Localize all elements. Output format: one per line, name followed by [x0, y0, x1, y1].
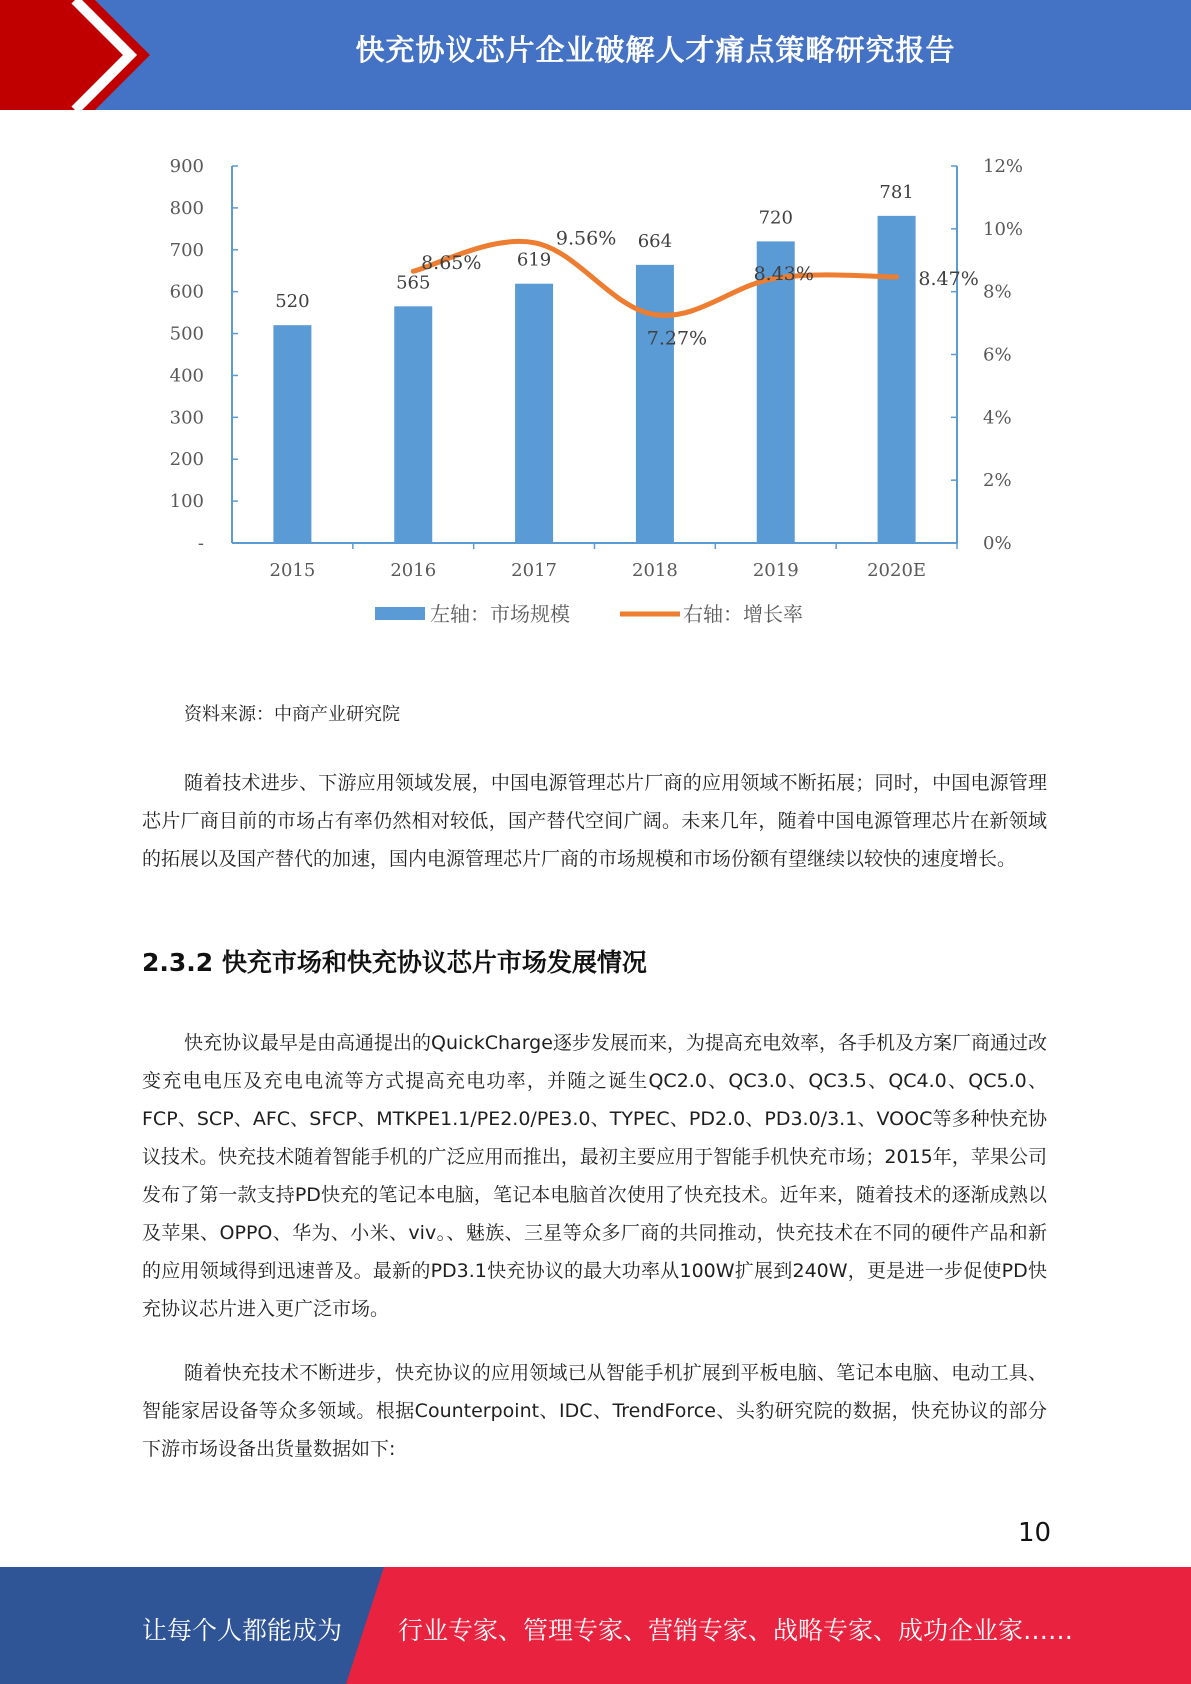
bar-2016	[394, 306, 432, 543]
chart-labels	[275, 182, 979, 350]
page-number: 10	[1018, 1518, 1052, 1548]
left-tick-label: 200	[169, 449, 204, 471]
right-tick-label: 10%	[983, 218, 1024, 240]
left-tick-label: -	[197, 533, 204, 554]
right-tick-label: 0%	[983, 533, 1012, 554]
bar-value-label: 520	[275, 291, 310, 313]
bar-2019	[757, 241, 795, 543]
chart-bars	[273, 216, 915, 543]
left-tick-label: 600	[169, 281, 204, 303]
left-tick-label: 100	[169, 491, 204, 513]
page-footer	[0, 1567, 1191, 1684]
bar-2015	[273, 325, 311, 543]
left-tick-label: 300	[169, 407, 204, 429]
right-tick-label: 8%	[983, 281, 1012, 303]
right-tick-label: 4%	[983, 407, 1012, 429]
legend-line-label: 右轴：增长率	[683, 602, 803, 626]
x-tick-label: 2017	[511, 560, 557, 581]
growth-rate-label: 7.27%	[646, 327, 708, 350]
page-header	[0, 0, 1191, 110]
x-tick-label: 2018	[632, 560, 678, 581]
right-tick-label: 12%	[983, 156, 1024, 177]
section-heading: 2.3.2 快充市场和快充协议芯片市场发展情况	[142, 948, 647, 977]
x-tick-label: 2015	[269, 560, 316, 581]
paragraph-application-fields: 随着快充技术不断进步，快充协议的应用领域已从智能手机扩展到平板电脑、笔记本电脑、电动工具、智能家居设备等众多领域。根据Counterpoint、IDC、TrendForce、头豹研究院的数据，快充协议的部分下游市场设备出货量数据如下:	[142, 1362, 1047, 1460]
paragraph-fast-charge-history: 快充协议最早是由高通提出的QuickCharge逐步发展而来，为提高充电效率，各手机及方案厂商通过改变充电电压及充电电流等方式提高充电功率，并随之诞生QC2.0、QC3.0、QC3.5、QC4.0、QC5.0、FCP、SCP、AFC、SFCP、MTKPE1.1/PE2.0/PE3.0、TYPEC、PD2.0、PD3.0/3.1、VOOC等多种快充协议技术。快充技术随着智能手机的广泛应用而推出，最初主要应用于智能手机快充市场；2015年，苹果公司发布了第一款支持PD快充的笔记本电脑，笔记本电脑首次使用了快充技术。近年来，随着技术的逐渐成熟以及苹果、OPPO、华为、小米、viv。、魅族、三星等众多厂商的共同推动，快充技术在不同的硬件产品和新的应用领域得到迅速普及。最新的PD3.1快充协议的最大功率从100W扩展到240W，更是进一步促使PD快充协议芯片进入更广泛市场。	[142, 1032, 1047, 1320]
bar-2018	[636, 265, 674, 543]
x-tick-label: 2016	[390, 560, 437, 581]
bar-value-label: 565	[396, 272, 431, 294]
data-source: 资料来源：中商产业研究院	[184, 704, 400, 725]
bar-2017	[515, 284, 553, 543]
legend-bar-swatch	[375, 607, 425, 620]
growth-rate-label: 8.43%	[753, 263, 814, 286]
market-size-chart	[150, 150, 1024, 650]
left-tick-label: 900	[169, 156, 204, 177]
bar-2020E	[878, 216, 916, 543]
paragraph-power-chip: 随着技术进步、下游应用领域发展，中国电源管理芯片厂商的应用领域不断拓展；同时，中国电源管理芯片厂商目前的市场占有率仍然相对较低，国产替代空间广阔。未来几年，随着中国电源管理芯片在新领域的拓展以及国产替代的加速，国内电源管理芯片厂商的市场规模和市场份额有望继续以较快的速度增长。	[142, 772, 1047, 870]
bar-value-label: 664	[637, 230, 673, 252]
bar-value-label: 781	[879, 181, 914, 203]
left-tick-label: 800	[169, 197, 204, 219]
left-tick-label: 700	[169, 239, 204, 261]
left-tick-label: 400	[169, 365, 204, 387]
left-tick-label: 500	[169, 323, 204, 345]
growth-rate-label: 8.65%	[421, 252, 482, 275]
growth-rate-label: 9.56%	[555, 227, 617, 250]
chart-svg	[150, 150, 1024, 650]
x-tick-label: 2020E	[867, 560, 927, 581]
report-title: 快充协议芯片企业破解人才痛点策略研究报告	[355, 33, 956, 67]
footer-slogan-right: 行业专家、管理专家、营销专家、战略专家、成功企业家……	[398, 1616, 1074, 1645]
right-tick-label: 2%	[983, 470, 1012, 492]
footer-slogan-left: 让每个人都能成为	[142, 1616, 343, 1645]
chart-legend	[375, 602, 803, 626]
legend-bar-label: 左轴：市场规模	[430, 602, 570, 626]
x-tick-label: 2019	[752, 560, 799, 581]
bar-value-label: 720	[758, 207, 793, 229]
growth-rate-label: 8.47%	[918, 267, 979, 290]
right-tick-label: 6%	[983, 344, 1012, 366]
bar-value-label: 619	[516, 249, 552, 271]
